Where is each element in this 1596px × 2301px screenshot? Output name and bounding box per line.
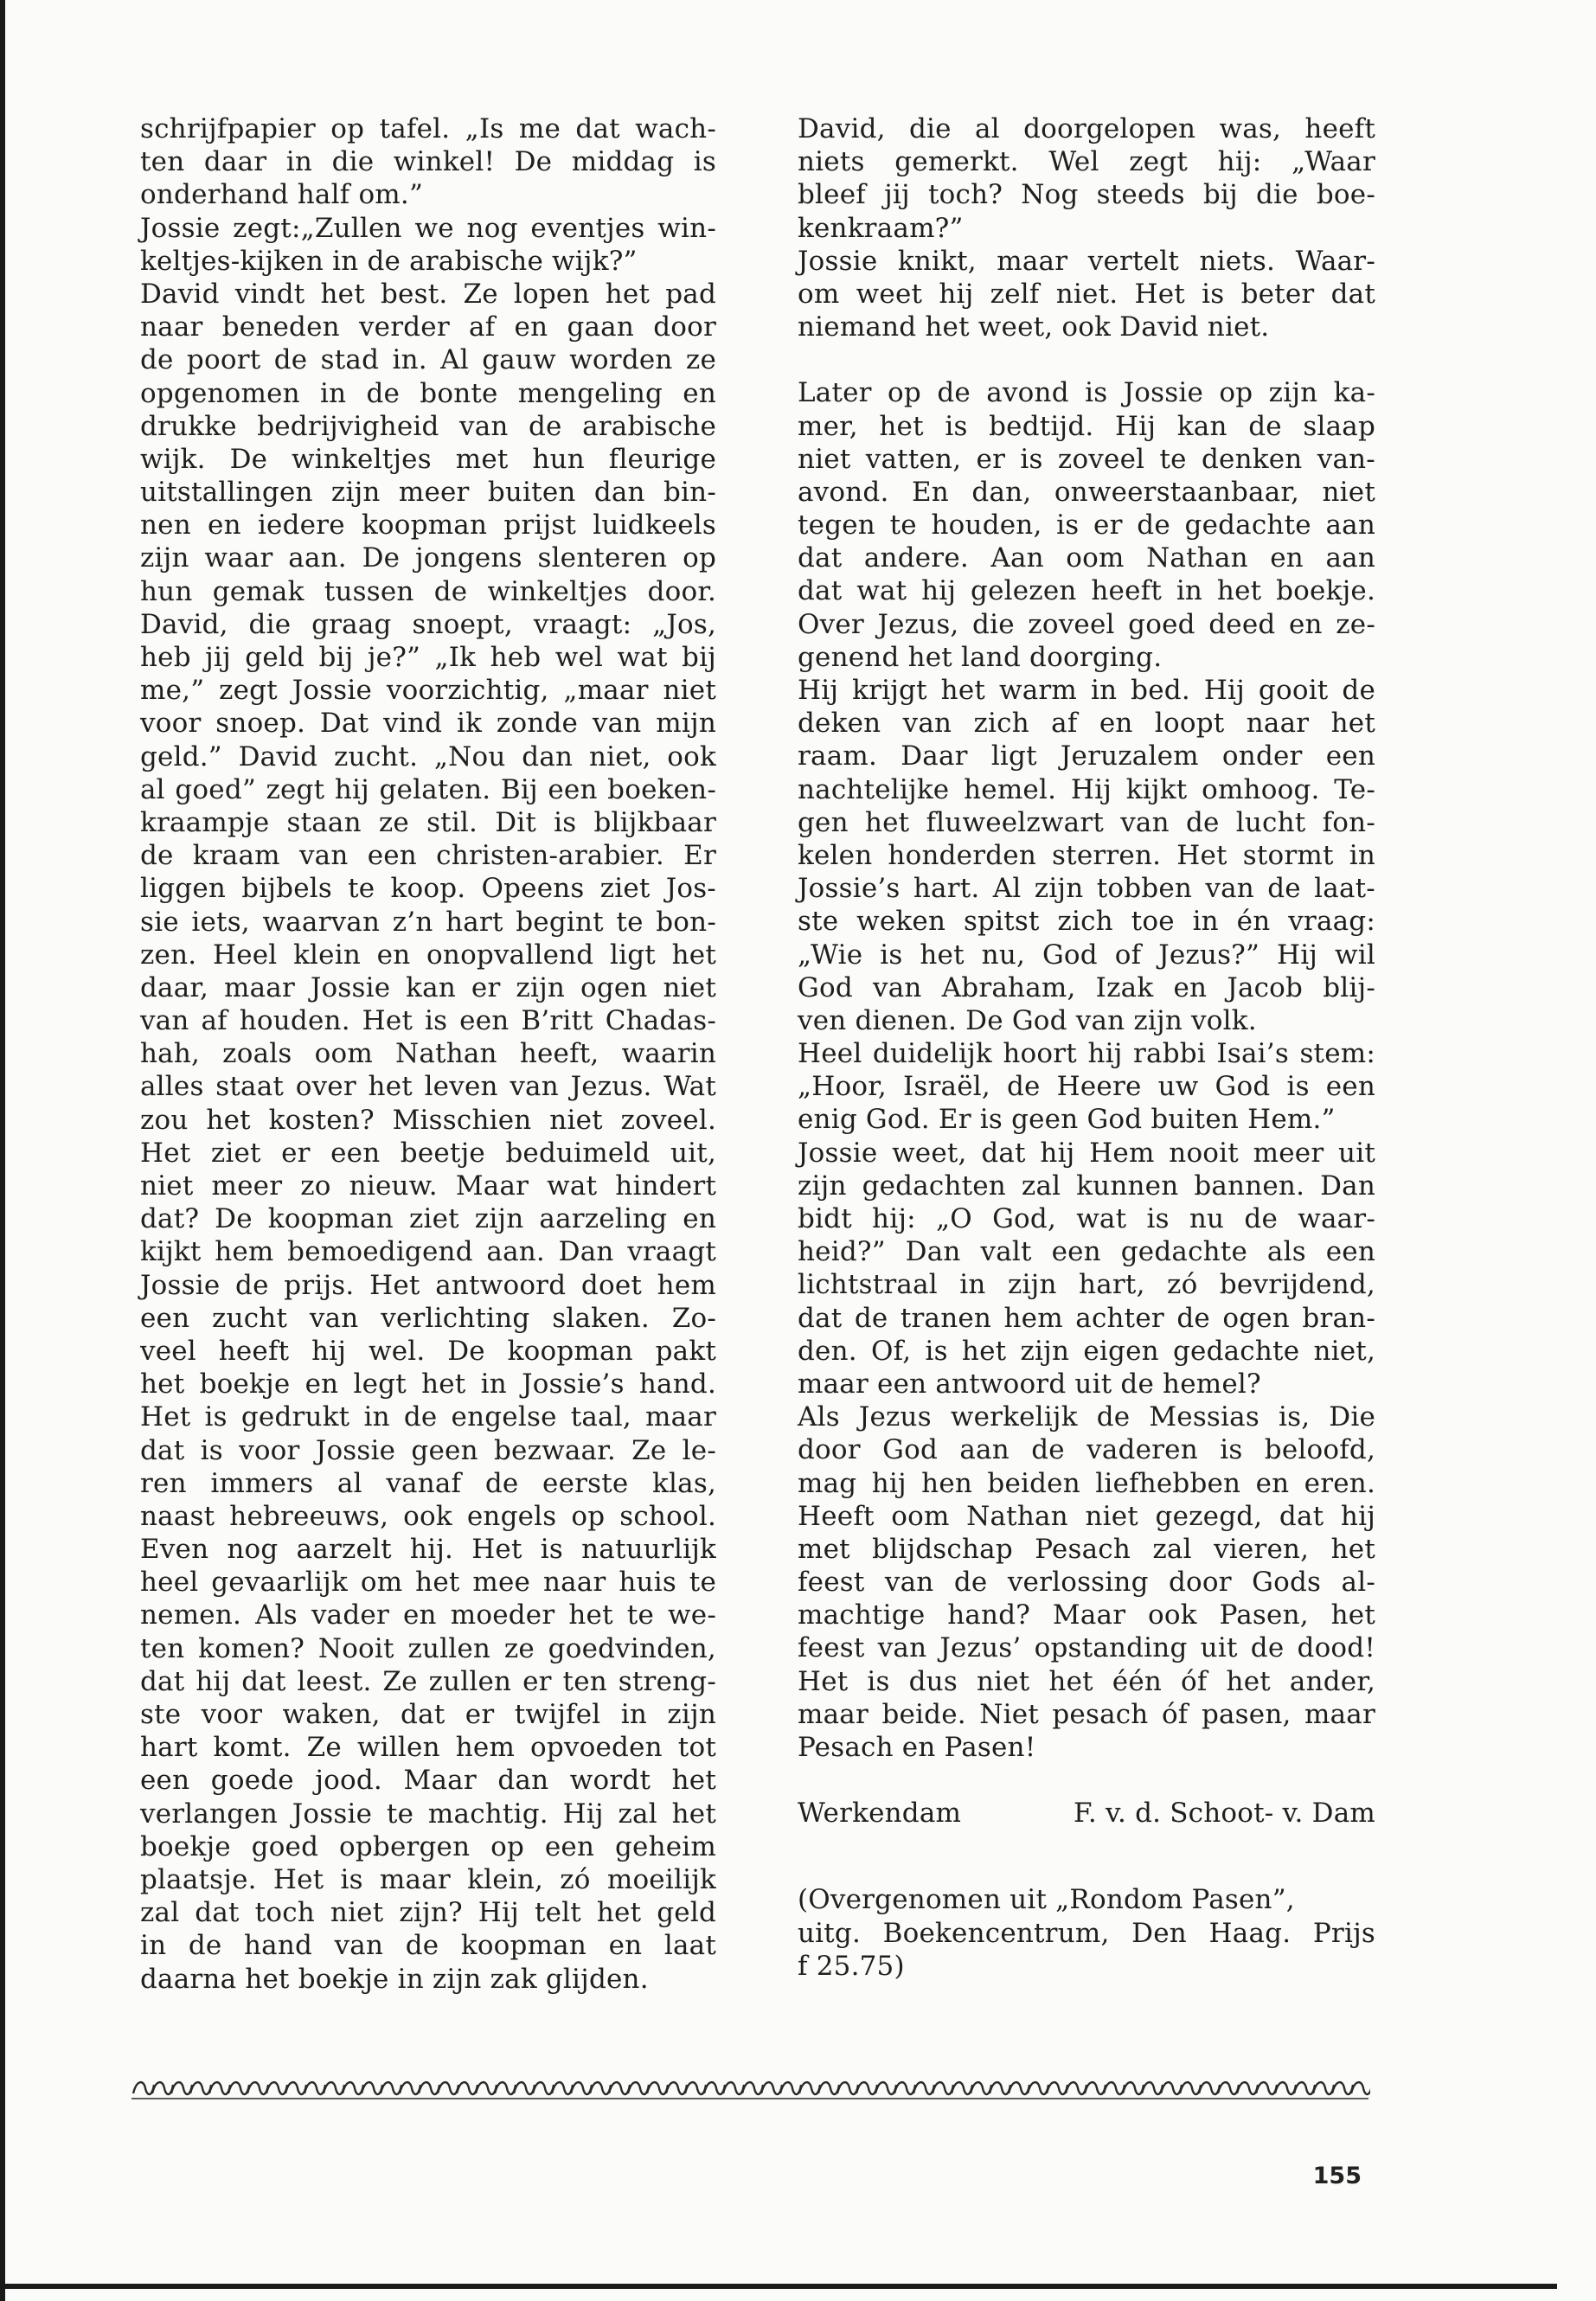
text-line: verlangen Jossie te machtig. Hij zal het xyxy=(140,1798,716,1830)
text-line: ste weken spitst zich toe in én vraag: xyxy=(798,906,1375,938)
text-line: geld.” David zucht. „Nou dan niet, ook xyxy=(140,740,716,772)
text-line: God van Abraham, Izak en Jacob blij- xyxy=(798,971,1375,1003)
text-line: „Wie is het nu, God of Jezus?” Hij wil xyxy=(798,939,1375,971)
text-line: dat de tranen hem achter de ogen bran- xyxy=(798,1302,1375,1334)
text-line: zijn gedachten zal kunnen bannen. Dan xyxy=(798,1170,1375,1202)
text-line: zijn waar aan. De jongens slenteren op xyxy=(140,542,716,574)
text-line: Jossie knikt, maar vertelt niets. Waar- xyxy=(798,245,1375,277)
text-line: dat? De koopman ziet zijn aarzeling en xyxy=(140,1203,716,1235)
text-line: boekje goed opbergen op een geheim xyxy=(140,1830,716,1862)
text-line: Over Jezus, die zoveel goed deed en ze- xyxy=(798,608,1375,640)
text-line: door God aan de vaderen is beloofd, xyxy=(798,1434,1375,1466)
text-line: Jossie zegt:„Zullen we nog eventjes win- xyxy=(140,212,716,244)
text-line: daar, maar Jossie kan er zijn ogen niet xyxy=(140,971,716,1003)
text-line: van af houden. Het is een B’ritt Chadas- xyxy=(140,1005,716,1037)
text-line: niet meer zo nieuw. Maar wat hindert xyxy=(140,1170,716,1202)
text-line: machtige hand? Maar ook Pasen, het xyxy=(798,1599,1375,1631)
text-line: dat wat hij gelezen heeft in het boekje. xyxy=(798,575,1375,607)
text-line: Pesach en Pasen! xyxy=(798,1732,1036,1763)
text-line: met blijdschap Pesach zal vieren, het xyxy=(798,1533,1375,1565)
text-line: lichtstraal in zijn hart, zó bevrijdend, xyxy=(798,1269,1375,1301)
text-line: voor snoep. Dat vind ik zonde van mijn xyxy=(140,708,716,740)
text-line: kelen honderden sterren. Het stormt in xyxy=(798,839,1375,871)
text-line: Even nog aarzelt hij. Het is natuurlijk xyxy=(140,1534,716,1566)
text-line: ren immers al vanaf de eerste klas, xyxy=(140,1467,716,1499)
paragraph-evening xyxy=(798,376,1375,1764)
text-line: niet vatten, er is zoveel te denken van- xyxy=(798,443,1375,475)
text-line: drukke bedrijvigheid van de arabische xyxy=(140,410,716,442)
paragraph-bookstall-return xyxy=(798,112,1375,343)
text-line: bidt hij: „O God, wat is nu de waar- xyxy=(798,1203,1375,1234)
text-line: heid?” Dan valt een gedachte als een xyxy=(798,1236,1375,1268)
text-line: wijk. De winkeltjes met hun fleurige xyxy=(140,443,716,475)
text-line: een zucht van verlichting slaken. Zo- xyxy=(140,1302,716,1334)
text-line: kenkraam?” xyxy=(798,212,964,244)
text-line: maar beide. Niet pesach óf pasen, maar xyxy=(798,1698,1375,1730)
text-line: alles staat over het leven van Jezus. Wat xyxy=(140,1071,716,1103)
text-line: feest van de verlossing door Gods al- xyxy=(798,1567,1375,1599)
signature-place: Werkendam xyxy=(798,1798,962,1830)
text-line: tegen te houden, is er de gedachte aan xyxy=(798,510,1375,542)
text-line: David, die graag snoept, vraagt: „Jos, xyxy=(140,608,716,640)
text-line: een goede jood. Maar dan wordt het xyxy=(140,1765,716,1797)
text-line: veel heeft hij wel. De koopman pakt xyxy=(140,1335,716,1367)
text-line: naast hebreeuws, ook engels op school. xyxy=(140,1500,716,1532)
text-line: Het is gedrukt in de engelse taal, maar xyxy=(140,1401,716,1433)
text-line: David vindt het best. Ze lopen het pad xyxy=(140,278,716,310)
text-line: Jossie de prijs. Het antwoord doet hem xyxy=(140,1269,716,1301)
page-binding-edge xyxy=(0,0,5,2301)
text-line: daarna het boekje in zijn zak glijden. xyxy=(140,1963,649,1995)
text-line: f 25.75) xyxy=(798,1950,905,1982)
text-line: nen en iedere koopman prijst luidkeels xyxy=(140,510,716,542)
paragraph-gap xyxy=(798,1862,1375,1883)
text-line: ten daar in die winkel! De middag is xyxy=(140,146,716,178)
text-line: feest van Jezus’ opstanding uit de dood! xyxy=(798,1632,1375,1664)
text-line: bleef jij toch? Nog steeds bij die boe- xyxy=(798,179,1375,211)
text-line: Heel duidelijk hoort hij rabbi Isai’s stem: xyxy=(798,1038,1375,1070)
text-line: heb jij geld bij je?” „Ik heb wel wat bij xyxy=(140,642,716,673)
text-line: nemen. Als vader en moeder het te we- xyxy=(140,1599,716,1631)
source-note xyxy=(798,1883,1375,1983)
ornament-wave-icon xyxy=(130,2074,1370,2104)
text-line: kijkt hem bemoedigend aan. Dan vraagt xyxy=(140,1236,716,1268)
text-line: avond. En dan, onweerstaanbaar, niet xyxy=(798,476,1375,508)
text-line: mer, het is bedtijd. Hij kan de slaap xyxy=(798,410,1375,442)
text-line: keltjes-kijken in de arabische wijk?” xyxy=(140,245,638,277)
text-line: gen het fluweelzwart van de lucht fon- xyxy=(798,806,1375,838)
text-line: enig God. Er is geen God buiten Hem.” xyxy=(798,1104,1336,1136)
text-line: nachtelijke hemel. Hij kijkt omhoog. Te- xyxy=(798,773,1375,805)
text-line: uitg. Boekencentrum, Den Haag. Prijs xyxy=(798,1917,1375,1949)
text-line: ven dienen. De God van zijn volk. xyxy=(798,1004,1257,1036)
text-line: zou het kosten? Misschien niet zoveel. xyxy=(140,1104,716,1136)
text-line: naar beneden verder af en gaan door xyxy=(140,311,716,343)
text-line: niemand het weet, ook David niet. xyxy=(798,311,1270,343)
text-line: hart komt. Ze willen hem opvoeden tot xyxy=(140,1732,716,1764)
text-line: me,” zegt Jossie voorzichtig, „maar niet xyxy=(140,675,716,707)
text-line: zen. Heel klein en onopvallend ligt het xyxy=(140,939,716,971)
text-line: genend het land doorging. xyxy=(798,641,1163,673)
text-line: schrijfpapier op tafel. „Is me dat wach- xyxy=(140,113,716,144)
decorative-border-ornament xyxy=(130,2074,1370,2104)
text-line: raam. Daar ligt Jeruzalem onder een xyxy=(798,740,1375,772)
text-line: dat hij dat leest. Ze zullen er ten streng- xyxy=(140,1665,716,1697)
text-line: onderhand half om.” xyxy=(140,179,423,211)
text-line: om weet hij zelf niet. Het is beter dat xyxy=(798,278,1375,310)
text-line: dat is voor Jossie geen bezwaar. Ze le- xyxy=(140,1434,716,1466)
text-line: plaatsje. Het is maar klein, zó moeilijk xyxy=(140,1863,716,1895)
text-line: Jossie’s hart. Al zijn tobben van de laat- xyxy=(798,873,1375,905)
text-line: de poort de stad in. Al gauw worden ze xyxy=(140,344,716,376)
text-line: Later op de avond is Jossie op zijn ka- xyxy=(798,377,1375,409)
paragraph-gap xyxy=(798,1764,1375,1797)
signature-author: F. v. d. Schoot- v. Dam xyxy=(1073,1798,1375,1830)
text-line: de kraam van een christen-arabier. Er xyxy=(140,840,716,872)
text-line: kraampje staan ze stil. Dit is blijkbaar xyxy=(140,806,716,838)
signature-row xyxy=(798,1797,1375,1830)
text-line: Hij krijgt het warm in bed. Hij gooit de xyxy=(798,675,1375,706)
text-line: Het ziet er een beetje beduimeld uit, xyxy=(140,1137,716,1169)
paragraph-gap xyxy=(798,343,1375,376)
text-line: den. Of, is het zijn eigen gedachte niet, xyxy=(798,1335,1375,1367)
text-line: uitstallingen zijn meer buiten dan bin- xyxy=(140,477,716,509)
text-line: in de hand van de koopman en laat xyxy=(140,1930,716,1962)
text-line: zal dat toch niet zijn? Hij telt het geld xyxy=(140,1897,716,1929)
left-text-column xyxy=(140,112,716,1996)
text-line: opgenomen in de bonte mengeling en xyxy=(140,377,716,409)
text-line: liggen bijbels te koop. Opeens ziet Jos- xyxy=(140,873,716,905)
text-line: hun gemak tussen de winkeltjes door. xyxy=(140,575,716,607)
text-line: niets gemerkt. Wel zegt hij: „Waar xyxy=(798,146,1375,178)
page-number: 155 xyxy=(1312,2163,1362,2189)
text-line: Als Jezus werkelijk de Messias is, Die xyxy=(798,1401,1375,1433)
text-line: David, die al doorgelopen was, heeft xyxy=(798,113,1375,144)
text-line: mag hij hen beiden liefhebben en eren. xyxy=(798,1467,1375,1499)
text-line: sie iets, waarvan z’n hart begint te bon- xyxy=(140,906,716,938)
text-line: ten komen? Nooit zullen ze goedvinden, xyxy=(140,1632,716,1664)
text-line: het boekje en legt het in Jossie’s hand. xyxy=(140,1368,716,1400)
text-line: Heeft oom Nathan niet gezegd, dat hij xyxy=(798,1500,1375,1532)
text-line: heel gevaarlijk om het mee naar huis te xyxy=(140,1567,716,1599)
text-line: al goed” zegt hij gelaten. Bij een boeken- xyxy=(140,773,716,805)
text-line: hah, zoals oom Nathan heeft, waarin xyxy=(140,1038,716,1070)
paragraph-gap xyxy=(798,1830,1375,1862)
text-line: maar een antwoord uit de hemel? xyxy=(798,1368,1261,1400)
text-line: dat andere. Aan oom Nathan en aan xyxy=(798,542,1375,574)
text-line: „Hoor, Israël, de Heere uw God is een xyxy=(798,1071,1375,1103)
text-line: (Overgenomen uit „Rondom Pasen”, xyxy=(798,1884,1295,1916)
text-line: deken van zich af en loopt naar het xyxy=(798,708,1375,740)
text-line: ste voor waken, dat er twijfel in zijn xyxy=(140,1699,716,1730)
text-line: Jossie weet, dat hij Hem nooit meer uit xyxy=(798,1137,1375,1169)
page-bottom-edge xyxy=(0,2284,1557,2289)
text-line: Het is dus niet het één óf het ander, xyxy=(798,1665,1375,1697)
right-text-column xyxy=(798,112,1375,1983)
